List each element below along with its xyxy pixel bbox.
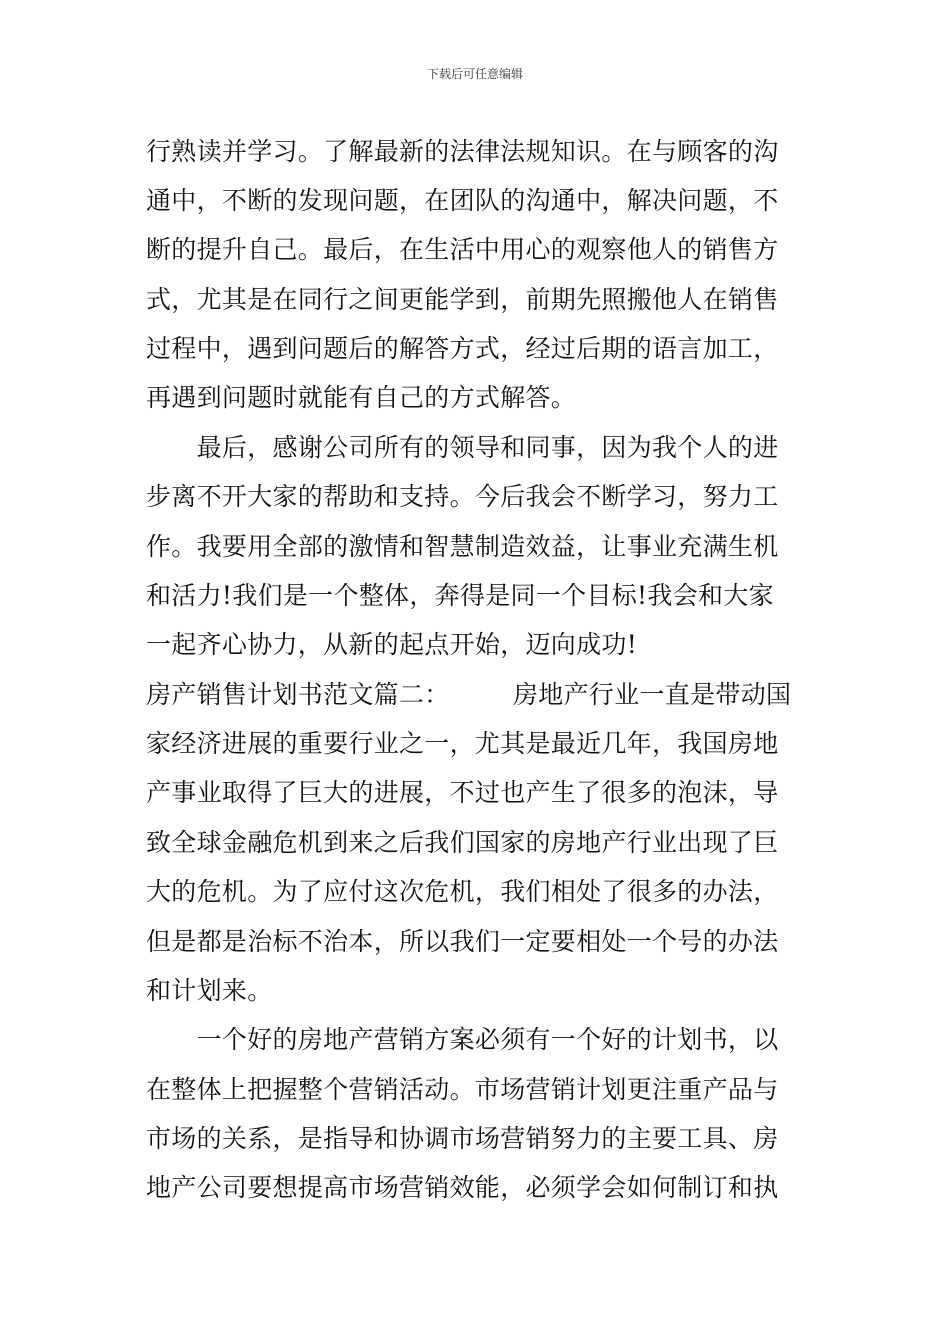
text-line: 产事业取得了巨大的进展，不过也产生了很多的泡沫，导: [146, 778, 779, 807]
text-line: 和计划来。: [146, 976, 273, 1005]
text-line: 致全球金融危机到来之后我们国家的房地产行业出现了巨: [146, 828, 779, 857]
text-line: 但是都是治标不治本，所以我们一定要相处一个号的办法: [146, 927, 779, 956]
text-line: 最后，感谢公司所有的领导和同事，因为我个人的进: [146, 433, 779, 462]
text-line: 一个好的房地产营销方案必须有一个好的计划书，以: [146, 1025, 779, 1054]
text-line: 式，尤其是在同行之间更能学到，前期先照搬他人在销售: [146, 285, 779, 314]
text-line: 和活力!我们是一个整体，奔得是同一个目标!我会和大家: [146, 581, 774, 610]
text-line: 通中，不断的发现问题，在团队的沟通中，解决问题，不: [146, 186, 779, 215]
text-line: 在整体上把握整个营销活动。市场营销计划更注重产品与: [146, 1075, 779, 1104]
section-heading-line: 房产销售计划书范文篇二： 房地产行业一直是带动国: [146, 680, 792, 709]
text-line: 家经济进展的重要行业之一，尤其是最近几年，我国房地: [146, 729, 779, 758]
text-line: 市场的关系，是指导和协调市场营销努力的主要工具、房: [146, 1124, 779, 1153]
page-header: 下载后可任意编辑: [426, 67, 523, 81]
text-line: 再遇到问题时就能有自己的方式解答。: [146, 383, 577, 412]
text-line: 地产公司要想提高市场营销效能，必须学会如何制订和执: [146, 1173, 779, 1202]
text-line: 行熟读并学习。了解最新的法律法规知识。在与顾客的沟: [146, 137, 779, 166]
text-line: 一起齐心协力，从新的起点开始，迈向成功!: [146, 630, 638, 659]
text-line: 作。我要用全部的激情和智慧制造效益，让事业充满生机: [146, 532, 779, 561]
text-line: 步离不开大家的帮助和支持。今后我会不断学习，努力工: [146, 482, 779, 511]
text-line: 断的提升自己。最后，在生活中用心的观察他人的销售方: [146, 235, 779, 264]
text-line: 过程中，遇到问题后的解答方式，经过后期的语言加工，: [146, 334, 779, 363]
text-line: 大的危机。为了应付这次危机，我们相处了很多的办法，: [146, 877, 779, 906]
